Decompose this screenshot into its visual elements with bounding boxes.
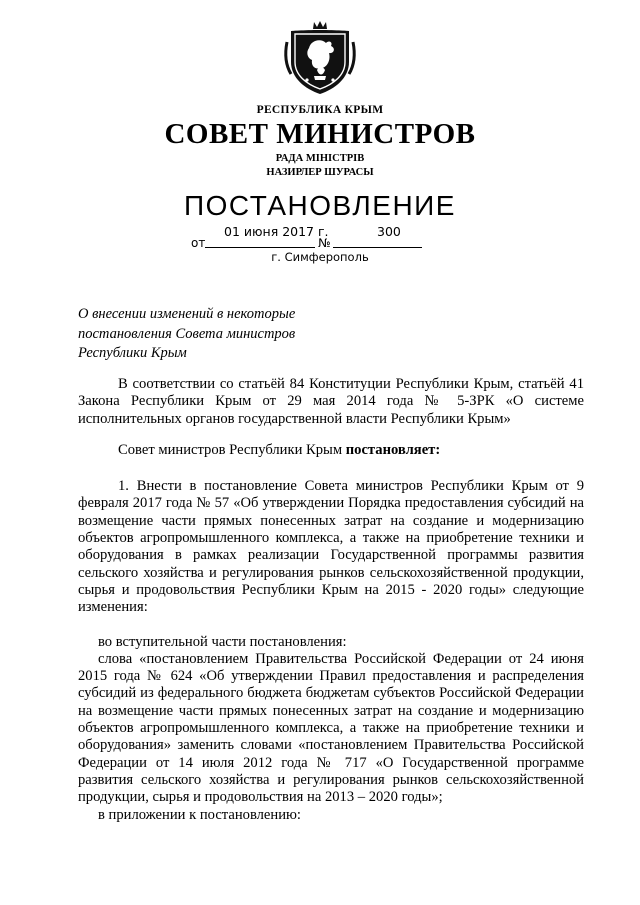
document-body — [78, 376, 584, 824]
list-paragraph: во вступительной части постановления: — [98, 633, 347, 650]
resolution-text: Совет министров Республики Крым — [118, 441, 346, 458]
resolution-verb: постановляет: — [345, 441, 441, 458]
item-1-paragraph: 1. Внести в постановление Совета министров Республики Крым от 9 февраля 2017 года № 57 «Об утверждении Порядка предоставления субсидий на возмещение части прямых понесенных затрат на создание и модернизацию объектов агропромышленного комплекса, а также на приобретение техники и оборудования в рамках реализации Государственной программы развития сельского хозяйства и регулирования рынков сельскохозяйственной продукции, сырья и продовольствия Республики Крым на 2015 - 2020 годы» следующие изменения: — [78, 478, 584, 616]
subject-line: Республики Крым — [78, 345, 187, 361]
council-title: СОВЕТ МИНИСТРОВ — [164, 118, 476, 150]
number-sign: № — [318, 236, 331, 250]
subject-line: О внесении изменений в некоторые — [78, 306, 296, 322]
document-city: г. Симферополь — [271, 250, 369, 264]
republic-name: РЕСПУБЛИКА КРЫМ — [256, 104, 384, 116]
coat-of-arms-emblem — [281, 18, 359, 96]
council-title-ukrainian: РАДА МІНІСТРІВ — [275, 153, 365, 164]
document-number: 300 — [377, 224, 401, 239]
document-subject — [78, 305, 295, 364]
subject-line: постановления Совета министров — [78, 325, 296, 342]
list-paragraph: в приложении к постановлению: — [98, 806, 301, 823]
date-underline — [205, 247, 315, 248]
document-type: ПОСТАНОВЛЕНИЕ — [184, 190, 456, 221]
council-title-crimean-tatar: НАЗИРЛЕР ШУРАСЫ — [266, 167, 374, 178]
number-underline — [333, 247, 422, 248]
list-paragraph: слова «постановлением Правительства Российской Федерации от 24 июня 2015 года № 624 «Об утверждении Правил предоставления и распределения субсидий из федерального бюджета бюджетам субъектов Российской Федерации на возмещение части прямых понесенных затрат на создание и модернизацию объектов агропромышленного комплекса, а также на приобретение техники и оборудования» заменить словами «постановлением Правительства Российской Федерации от 14 июля 2012 года № 717 «О Государственной программе развития сельского хозяйства и регулирования рынков сельскохозяйственной продукции, сырья и продовольствия на 2013 – 2020 годы»; — [78, 650, 584, 806]
date-prefix: от — [191, 236, 206, 250]
resolution-paragraph — [78, 442, 584, 459]
document-date: 01 июня 2017 г. — [224, 224, 329, 239]
preamble-paragraph: В соответствии со статьёй 84 Конституции Республики Крым, статьёй 41 Закона Республики Крым от 29 мая 2014 года № 5-ЗРК «О системе исполнительных органов государственной власти Республики Крым» — [78, 376, 584, 427]
